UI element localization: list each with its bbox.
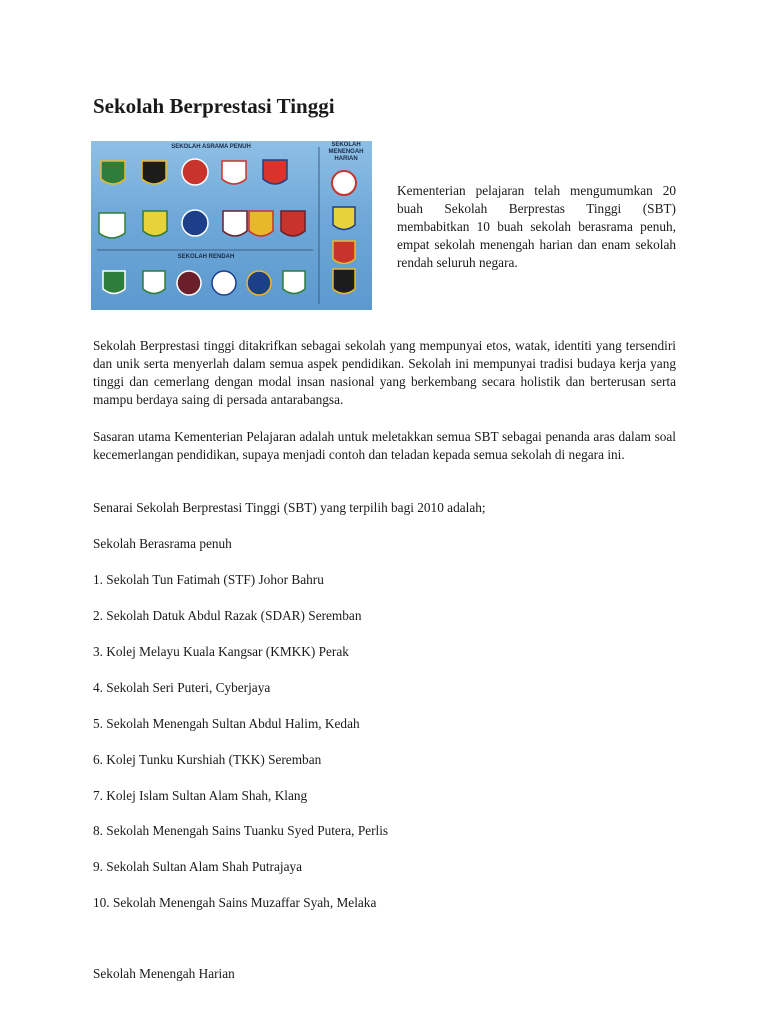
target-paragraph: Sasaran utama Kementerian Pelajaran adalah untuk meletakkan semua SBT sebagai penanda aras dalam soal kecemerlangan pendidikan, supaya menjadi contoh dan teladan kepada semua sekolah di negara ini. [93,429,676,462]
list-item: 4. Sekolah Seri Puteri, Cyberjaya [93,680,271,695]
list-item: 8. Sekolah Menengah Sains Tuanku Syed Putera, Perlis [93,823,389,838]
banner-asrama-penuh: SEKOLAH ASRAMA PENUH [171,144,251,150]
crest-row-2 [99,207,355,238]
crest-shield [333,241,355,264]
banner-menengah-harian: SEKOLAH MENENGAH HARIAN [328,142,364,162]
crest-roundel [332,171,356,195]
list-item: 9. Sekolah Sultan Alam Shah Putrajaya [93,859,303,874]
crest-row-3 [103,241,355,295]
page-title: Sekolah Berprestasi Tinggi [93,94,335,118]
crest-shield [263,160,287,184]
crest-roundel [182,210,208,236]
crest-shield [143,211,167,236]
list-intro: Senarai Sekolah Berprestasi Tinggi (SBT) yang terpilih bagi 2010 adalah; [93,500,486,515]
definition-paragraph: Sekolah Berprestasi tinggi ditakrifkan sebagai sekolah yang mempunyai etos, watak, identiti yang tersendiri dan unik serta menyerlah dalam semua aspek pendidikan. Sekolah ini mempunyai tradisi budaya kerja yang tinggi dan cemerlang dengan modal insan nasional yang berkembang secara holistik dan berterusan serta mampu berdaya saing di persada antarabangsa. [93,338,676,407]
crest-row-1 [101,159,356,195]
list-item: 5. Sekolah Menengah Sultan Abdul Halim, Kedah [93,716,360,731]
crest-roundel [247,271,271,295]
section-heading-asrama: Sekolah Berasrama penuh [93,536,232,551]
crest-roundel [212,271,236,295]
list-item: 2. Sekolah Datuk Abdul Razak (SDAR) Seremban [93,608,362,623]
list-item: 7. Kolej Islam Sultan Alam Shah, Klang [93,788,308,803]
crest-shield [99,213,125,238]
crest-shield [281,211,305,236]
list-item: 10. Sekolah Menengah Sains Muzaffar Syah, Melaka [93,895,377,910]
list-item: 6. Kolej Tunku Kurshiah (TKK) Seremban [93,752,322,767]
crest-shield [283,271,305,294]
school-crests-image [91,141,372,310]
list-item: 1. Sekolah Tun Fatimah (STF) Johor Bahru [93,572,324,587]
crest-shield [101,161,125,184]
crest-roundel [177,271,201,295]
crest-shield [142,161,166,184]
section-heading-harian: Sekolah Menengah Harian [93,966,235,981]
crest-shield [333,207,355,230]
crest-shield [222,161,246,184]
list-item: 3. Kolej Melayu Kuala Kangsar (KMKK) Perak [93,644,349,659]
crest-shield [333,269,355,294]
crest-shield [223,211,247,236]
crests-graphic [91,141,372,310]
crest-shield [103,271,125,294]
crest-shield [143,271,165,294]
intro-paragraph: Kementerian pelajaran telah mengumumkan 20 buah Sekolah Berprestas Tinggi (SBT) membabitkan 10 buah sekolah berasrama penuh, empat sekolah menengah harian dan enam sekolah rendah seluruh negara. [397,183,676,270]
crest-roundel [182,159,208,185]
banner-sekolah-rendah: SEKOLAH RENDAH [177,254,235,260]
crest-shield [249,211,273,236]
